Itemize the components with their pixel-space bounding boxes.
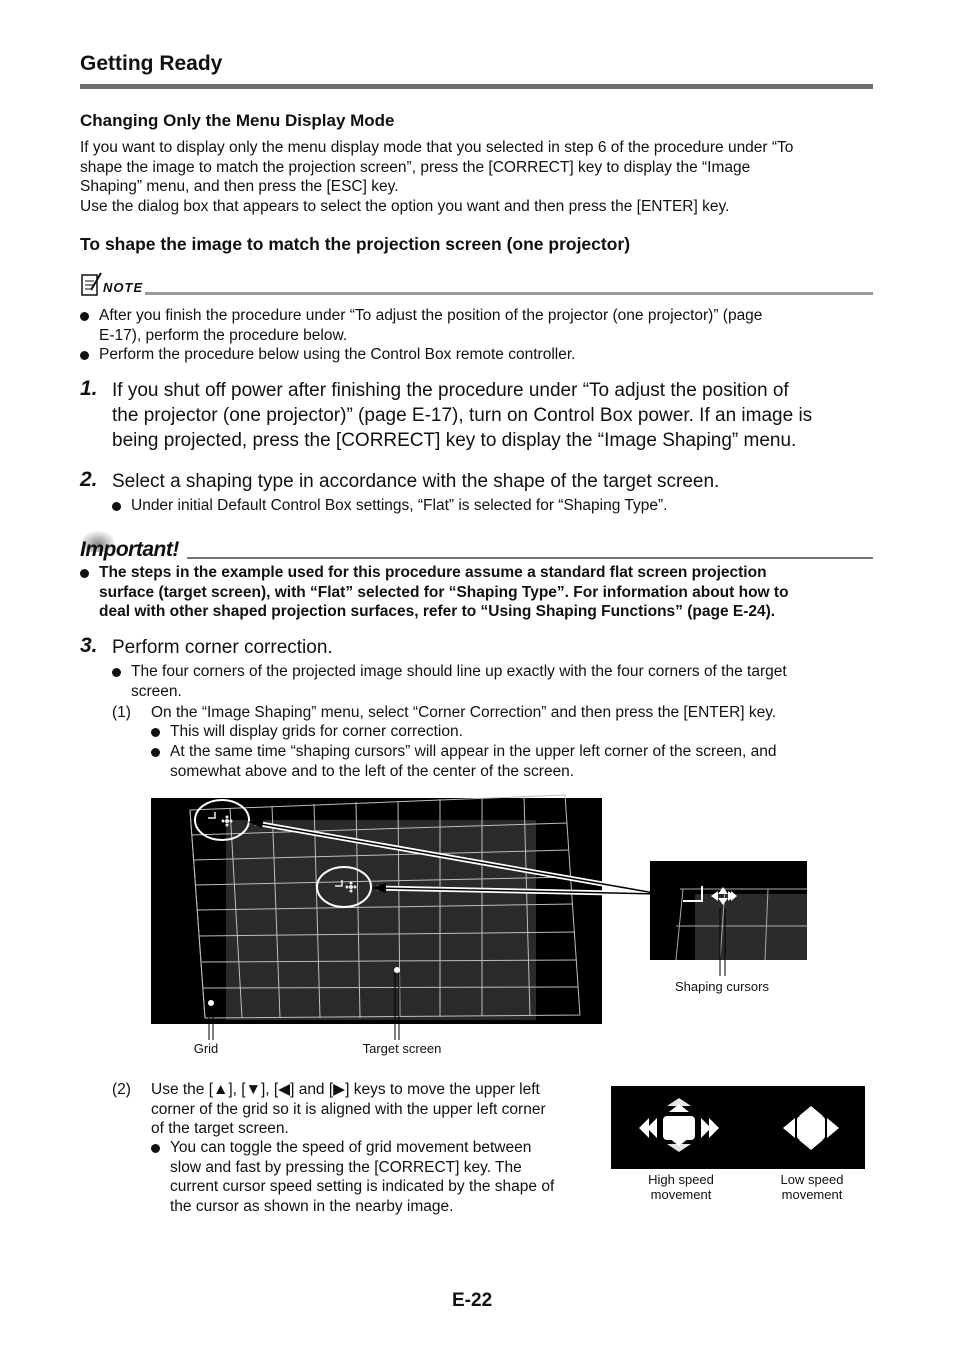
- substep2-text: [151, 1080, 601, 1139]
- label-grid: Grid: [193, 1041, 219, 1056]
- page-header: Getting Ready: [80, 52, 223, 75]
- bullet-dot: [112, 668, 121, 677]
- substep2-bullet-line: slow and fast by pressing the [CORRECT] key. The: [170, 1158, 522, 1176]
- note-line: After you finish the procedure under “To adjust the position of the projector (one projector)” (page: [99, 307, 763, 324]
- note-line: E-17), perform the procedure below.: [99, 326, 348, 344]
- bullet-dot: [112, 502, 121, 511]
- bullet-dot: [80, 312, 89, 321]
- substep2-line: of the target screen.: [151, 1120, 289, 1137]
- important-line: deal with other shaped projection surfaces, refer to “Using Shaping Functions” (page E-24).: [99, 603, 776, 620]
- step3-bullet-line: The four corners of the projected image should line up exactly with the four corners of the target: [131, 663, 787, 680]
- target-screen-area: [226, 820, 536, 1020]
- label-target-screen: Target screen: [362, 1041, 442, 1056]
- label-high-speed: [630, 1172, 732, 1202]
- bullet-dot: [151, 1144, 160, 1153]
- substep-number: (1): [112, 704, 131, 721]
- substep2-line: Use the [▲], [▼], [◀] and [▶] keys to move the upper left: [151, 1081, 540, 1098]
- step1-line: being projected, press the [CORRECT] key to display the “Image Shaping” menu.: [112, 430, 797, 451]
- label-shaping-cursors: Shaping cursors: [675, 979, 769, 994]
- label-line: movement: [781, 1187, 843, 1202]
- step3-bullet-line: screen.: [131, 682, 182, 700]
- bullet-dot: [151, 728, 160, 737]
- note-icon: [80, 272, 104, 298]
- bullet-dot: [80, 569, 89, 578]
- step2-bullet-text: Under initial Default Control Box settings, “Flat” is selected for “Shaping Type”.: [131, 497, 668, 514]
- label-line: High speed: [648, 1172, 714, 1187]
- substep1-bullet-text: This will display grids for corner correction.: [170, 723, 463, 740]
- corner-correction-figure: [140, 790, 820, 1060]
- important-label: Important!: [80, 538, 179, 561]
- important-line: surface (target screen), with “Flat” selected for “Shaping Type”. For information about how to: [99, 583, 789, 601]
- step1-line: If you shut off power after finishing the procedure under “To adjust the position of: [112, 380, 789, 401]
- page-number: E-22: [452, 1290, 493, 1311]
- label-low-speed: [762, 1172, 862, 1202]
- section1-line: Use the dialog box that appears to select the option you want and then press the [ENTER] key.: [80, 197, 730, 215]
- section1-line: shape the image to match the projection screen”, press the [CORRECT] key to display the “Image: [80, 158, 751, 176]
- step1-text: [112, 378, 882, 453]
- bullet-dot: [80, 351, 89, 360]
- header-rule: [80, 84, 873, 89]
- step-number: 3.: [80, 634, 98, 657]
- substep2-bullet-line: You can toggle the speed of grid movement between: [170, 1139, 532, 1156]
- step1-line: the projector (one projector)” (page E-17), turn on Control Box power. If an image is: [112, 405, 813, 426]
- bullet-dot: [151, 748, 160, 757]
- substep2-bullet-line: current cursor speed setting is indicated by the shape of: [170, 1178, 555, 1195]
- section1-body: [80, 138, 880, 216]
- substep1-text: On the “Image Shaping” menu, select “Corner Correction” and then press the [ENTER] key.: [151, 704, 777, 721]
- substep2-line: corner of the grid so it is aligned with the upper left corner: [151, 1100, 546, 1118]
- important-rule: [187, 557, 873, 559]
- high-speed-cursor-icon: [639, 1098, 719, 1152]
- note-label: NOTE: [103, 280, 144, 295]
- label-line: Low speed: [780, 1172, 844, 1187]
- important-line: The steps in the example used for this procedure assume a standard flat screen projection: [99, 564, 767, 581]
- substep1-bullet-line: At the same time “shaping cursors” will appear in the upper left corner of the screen, and: [170, 743, 777, 760]
- section1-line: If you want to display only the menu display mode that you selected in step 6 of the procedure under “To: [80, 139, 794, 156]
- note-line: Perform the procedure below using the Control Box remote controller.: [99, 346, 576, 363]
- substep2-bullet-line: the cursor as shown in the nearby image.: [170, 1197, 454, 1215]
- note-rule: [145, 292, 873, 295]
- section-title-menu-display: Changing Only the Menu Display Mode: [80, 111, 395, 130]
- step-number: 2.: [80, 468, 98, 491]
- cursor-speed-figure: [611, 1086, 865, 1169]
- step-number: 1.: [80, 377, 98, 400]
- substep1-bullet-line: somewhat above and to the left of the center of the screen.: [170, 762, 575, 780]
- substep-number: (2): [112, 1081, 131, 1098]
- step3-text: Perform corner correction.: [112, 637, 333, 658]
- low-speed-cursor-icon: [783, 1106, 839, 1150]
- label-line: movement: [650, 1187, 712, 1202]
- step2-text: Select a shaping type in accordance with the shape of the target screen.: [112, 471, 720, 492]
- section1-line: Shaping” menu, and then press the [ESC] key.: [80, 178, 399, 195]
- section-title-shape-image: To shape the image to match the projection screen (one projector): [80, 234, 631, 254]
